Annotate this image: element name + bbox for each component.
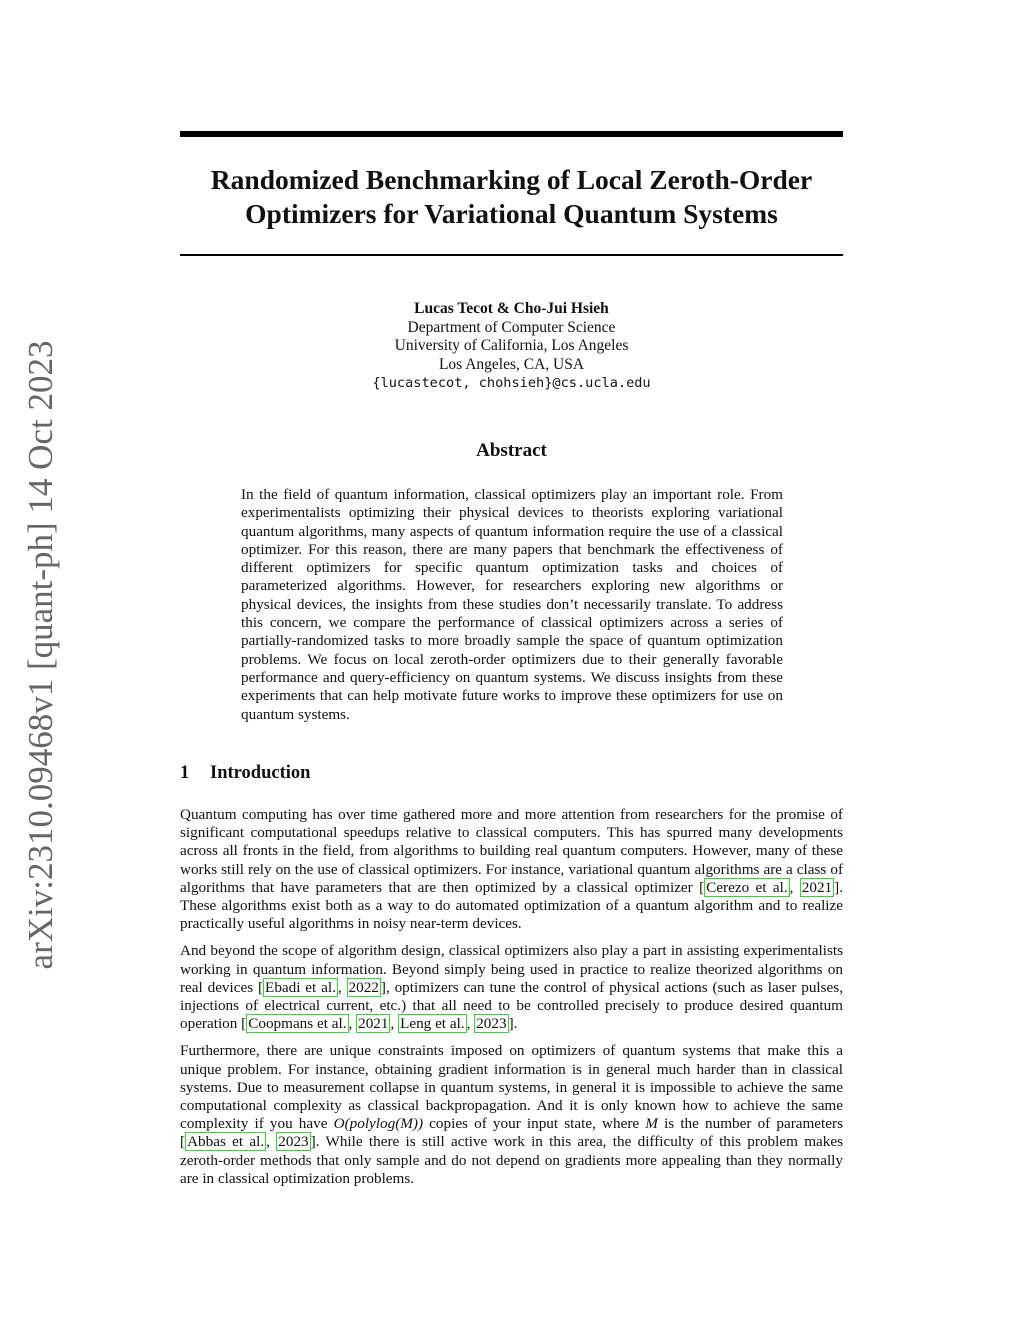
citation-link[interactable]: 2023 [476, 1015, 507, 1033]
math-expression: M [645, 1115, 658, 1133]
paragraph-text: And beyond the scope of algorithm design, classical optimizers also play a part in assisting experimentalists working in quantum information. Beyond simply being used in practice to realize theorized algorithms on real devices [ [180, 942, 843, 996]
paragraph-text: copies of your input state, where [423, 1115, 646, 1133]
author-university: University of California, Los Angeles [394, 337, 629, 354]
citation-link[interactable]: 2023 [278, 1133, 309, 1151]
paragraph-text: ], optimizers can tune the control of physical actions (such as laser pulses, injections of electrical current, etc.) that all need to be controlled precisely to produce desired quantum operation [ [180, 978, 843, 1033]
paragraph-text: Furthermore, there are unique constraints imposed on optimizers of quantum systems that make this a unique problem. For instance, obtaining gradient information is in general much harder than in classical systems. Due to measurement collapse in quantum systems, in general it is impossible to achieve the same computational complexity as classical backpropagation. And it is only known how to achieve the same complexity if you have [180, 1042, 843, 1133]
author-email: {lucastecot, chohsieh}@cs.ucla.edu [372, 375, 651, 391]
paper-title [180, 163, 843, 231]
author-block [180, 300, 843, 393]
paragraph-text: , [348, 1015, 357, 1033]
paragraph-text: , [390, 1015, 399, 1033]
paragraph-text: , [337, 978, 347, 996]
citation-link[interactable]: Cerezo et al. [706, 878, 788, 896]
author-department: Department of Computer Science [407, 318, 616, 336]
paragraph-1 [180, 806, 843, 933]
author-location: Los Angeles, CA, USA [438, 355, 585, 373]
math-expression: O(polylog(M)) [333, 1115, 424, 1133]
arxiv-identifier: arXiv:2310.09468v1 [quant-ph] 14 Oct 2023 [21, 340, 60, 970]
abstract-heading: Abstract [476, 440, 547, 461]
citation-link[interactable]: 2021 [801, 878, 833, 896]
arxiv-sidebar [0, 0, 90, 1325]
citation-link[interactable]: Leng et al. [400, 1015, 465, 1033]
title-top-rule [180, 131, 843, 137]
citation-link[interactable]: 2022 [348, 978, 379, 996]
author-names: Lucas Tecot & Cho-Jui Hsieh [414, 300, 609, 317]
paragraph-text: , [266, 1133, 277, 1151]
section-number: 1 [180, 763, 190, 783]
citation-link[interactable]: 2021 [358, 1015, 389, 1033]
title-line-2: Optimizers for Variational Quantum Systems [245, 198, 778, 229]
citation-link[interactable]: Ebadi et al. [265, 978, 336, 996]
paragraph-3 [180, 1042, 843, 1188]
paragraph-text: ]. These algorithms exist both as a way to do automated optimization of a quantum algorithm and to realize practically useful algorithms in noisy near-term devices. [180, 878, 843, 933]
paragraph-text: ]. [508, 1015, 518, 1033]
citation-link[interactable]: Abbas et al. [187, 1133, 265, 1151]
paragraph-text: Quantum computing has over time gathered more and more attention from researchers for the promise of significant computational speedups relative to classical computers. This has spurred many developments across all fronts in the field, from algorithms to building real quantum computers. However, many of these works still rely on the use of classical optimizers. For instance, variational quantum algorithms are a class of algorithms that have parameters that are then optimized by a classical optimizer [ [180, 806, 843, 896]
section-heading [180, 763, 310, 784]
introduction-body [180, 806, 843, 1197]
citation-link[interactable]: Coopmans et al. [248, 1015, 347, 1033]
section-title: Introduction [210, 763, 311, 783]
abstract-body: In the field of quantum information, classical optimizers play an important role. From experimentalists optimizing their physical devices to theorists exploring variational quantum algorithms, many aspects of quantum information require the use of a classical optimizer. For this reason, there are many papers that benchmark the effectiveness of different optimizers for specific quantum optimization tasks and choices of parameterized algorithms. However, for researchers exploring new algorithms or physical devices, the insights from these studies don’t necessarily translate. To address this concern, we compare the performance of classical optimizers across a series of partially-randomized tasks to more broadly sample the space of quantum optimization problems. We focus on local zeroth-order optimizers due to their generally favorable performance and query-efficiency on quantum systems. We discuss insights from these experiments that can help motivate future works to improve these optimizers for use on quantum systems. [241, 486, 783, 723]
paragraph-text: ]. While there is still active work in this area, the difficulty of this problem makes zeroth-order methods that only sample and do not depend on gradients more appealing than they normally are in classical optimization problems. [180, 1133, 844, 1187]
paragraph-text: , [789, 878, 800, 896]
paragraph-text: is the number of parameters [ [180, 1115, 843, 1151]
title-bottom-rule [180, 254, 843, 256]
paragraph-2 [180, 942, 843, 1033]
title-line-1: Randomized Benchmarking of Local Zeroth-Order [210, 164, 813, 195]
paragraph-text: , [466, 1015, 475, 1033]
